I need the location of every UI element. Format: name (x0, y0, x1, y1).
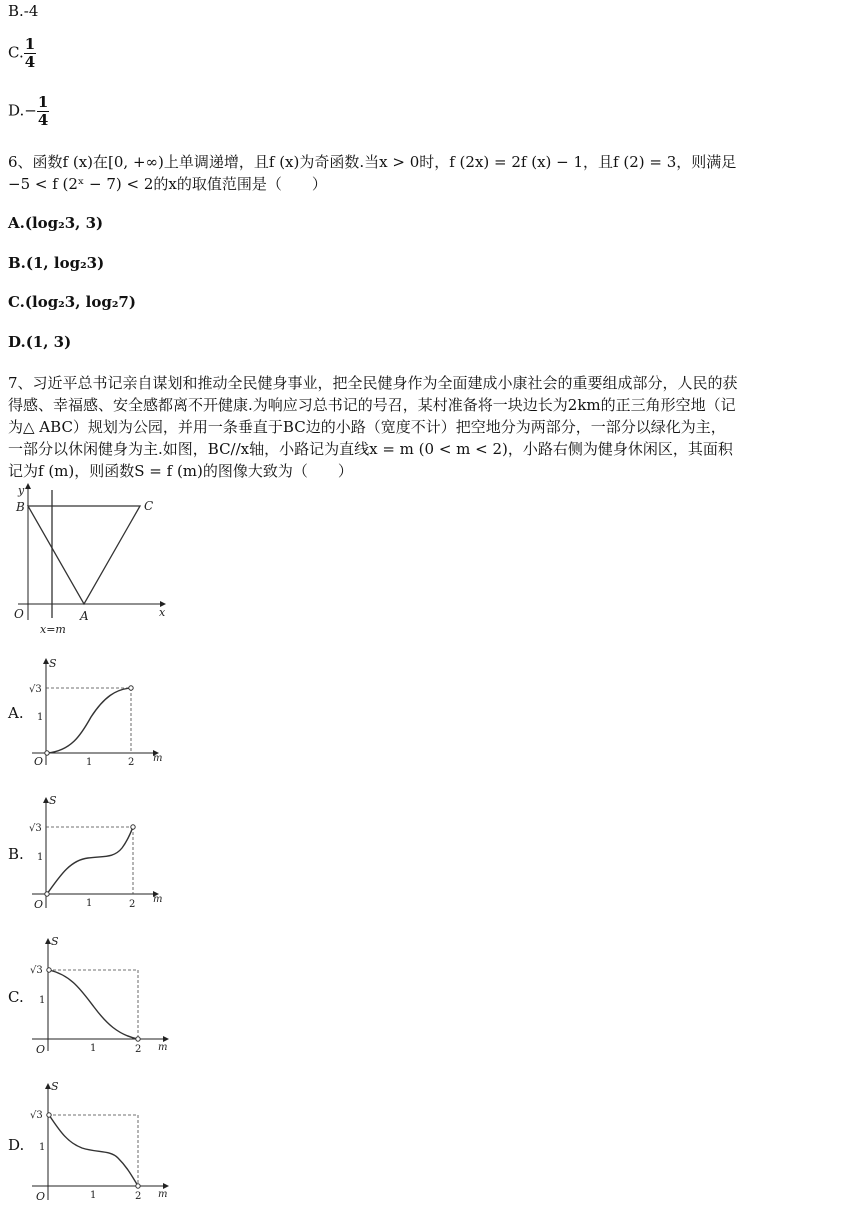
q6-stem-line-1: 6、函数f (x)在[0, +∞)上单调递增，且f (x)为奇函数.当x > 0时，f (2x) = 2f (x) − 1，且f (2) = 3，则满足 (8, 153, 737, 171)
option-a-label-2-m: 2 (128, 757, 135, 768)
figure-label-a: A (80, 609, 89, 623)
q7-stem (8, 372, 856, 482)
q7-option-d-label: D. (8, 1136, 25, 1154)
q7-option-a-label: A. (8, 704, 24, 722)
q7-option-b-graph (26, 794, 176, 914)
q6-option-b: B.(1, log₂3) (8, 254, 105, 272)
option-d-label-o: O (36, 1190, 46, 1203)
option-a-label-m: m (153, 753, 163, 764)
option-b-label-o: O (34, 898, 44, 911)
q7-stem-line-2: 得感、幸福感、安全感都离不开健康.为响应习总书记的号召，某村准备将一块边长为2km的正三角形空地（记 (8, 396, 736, 414)
option-b-open-point-start (45, 892, 49, 896)
figure-label-o: O (14, 607, 24, 621)
option-c-label-o: O (36, 1043, 46, 1056)
q5-option-c-denominator: 4 (24, 53, 36, 71)
figure-label-y: y (18, 484, 25, 497)
option-d-label-m: m (158, 1189, 168, 1200)
option-d-label-1-m: 1 (90, 1190, 97, 1201)
option-c-label-2-m: 2 (135, 1044, 142, 1055)
option-d-open-point-end (136, 1184, 140, 1188)
q6-option-a: A.(log₂3, 3) (8, 214, 104, 232)
q5-option-d (8, 94, 49, 129)
option-c-label-m: m (158, 1042, 168, 1053)
option-b-label-2-m: 2 (129, 899, 136, 910)
option-a-curve (47, 688, 131, 753)
q5-option-c (8, 36, 36, 71)
q7-stem-line-4: 一部分以休闲健身为主.如图，BC//x轴，小路记为直线x = m (0 < m < 2)，小路右侧为健身休闲区，其面积 (8, 440, 733, 458)
figure-label-b: B (16, 500, 25, 514)
q5-option-c-numerator: 1 (24, 35, 36, 53)
q7-option-a-graph (26, 655, 176, 770)
option-a-open-point-end (129, 686, 133, 690)
option-a-label-1-m: 1 (86, 757, 93, 768)
q5-option-d-fraction (37, 94, 49, 129)
q7-option-d-graph (26, 1080, 176, 1208)
option-d-label-2-m: 2 (135, 1191, 142, 1202)
option-a-label-root3: √3 (29, 684, 42, 695)
q5-option-b: B.-4 (8, 2, 39, 20)
q6-option-d: D.(1, 3) (8, 333, 72, 351)
option-c-label-1-s: 1 (39, 995, 46, 1006)
option-b-curve (47, 827, 133, 894)
option-c-open-point-end (136, 1037, 140, 1041)
option-d-label-1-s: 1 (39, 1142, 46, 1153)
option-a-label-1-s: 1 (37, 712, 44, 723)
option-d-label-s: S (51, 1080, 59, 1093)
q7-option-b-label: B. (8, 845, 24, 863)
q6-stem (8, 151, 856, 195)
option-b-label-m: m (153, 894, 163, 905)
q7-option-c-label: C. (8, 988, 24, 1006)
option-b-label-s: S (49, 794, 57, 807)
option-b-label-1-m: 1 (86, 898, 93, 909)
option-a-open-point-start (45, 751, 49, 755)
q5-option-d-numerator: 1 (37, 93, 49, 111)
option-c-open-point-start (47, 968, 51, 972)
q5-option-d-prefix: D.− (8, 101, 37, 120)
option-c-label-root3: √3 (30, 965, 43, 976)
figure-label-x: x (159, 606, 166, 619)
option-a-label-s: S (49, 657, 57, 670)
option-b-label-1-s: 1 (37, 852, 44, 863)
q5-option-d-denominator: 4 (37, 111, 49, 129)
option-d-label-root3: √3 (30, 1110, 43, 1121)
option-d-open-point-start (47, 1113, 51, 1117)
q6-stem-line-2: −5 < f (2ˣ − 7) < 2的x的取值范围是（ ） (8, 175, 327, 193)
triangle-figure (8, 480, 178, 640)
figure-label-c: C (144, 499, 154, 513)
q5-option-c-fraction (24, 36, 36, 71)
q5-option-c-prefix: C. (8, 43, 24, 62)
option-d-curve (49, 1115, 138, 1186)
option-c-label-1-m: 1 (90, 1043, 97, 1054)
option-c-curve (49, 970, 138, 1039)
triangle-abc (28, 506, 140, 604)
q7-stem-line-1: 7、习近平总书记亲自谋划和推动全民健身事业，把全民健身作为全面建成小康社会的重要组成部分，人民的获 (8, 374, 738, 392)
option-b-label-root3: √3 (29, 823, 42, 834)
figure-label-x-equals-m: x=m (40, 623, 66, 636)
q7-option-c-graph (26, 935, 176, 1057)
option-c-label-s: S (51, 935, 59, 948)
option-b-open-point-end (131, 825, 135, 829)
q6-option-c: C.(log₂3, log₂7) (8, 293, 136, 311)
q7-stem-line-5: 记为f (m)，则函数S = f (m)的图像大致为（ ） (8, 462, 353, 480)
q7-stem-line-3: 为△ ABC）规划为公园，并用一条垂直于BC边的小路（宽度不计）把空地分为两部分，一部分以绿化为主， (8, 418, 726, 436)
option-a-label-o: O (34, 755, 44, 768)
